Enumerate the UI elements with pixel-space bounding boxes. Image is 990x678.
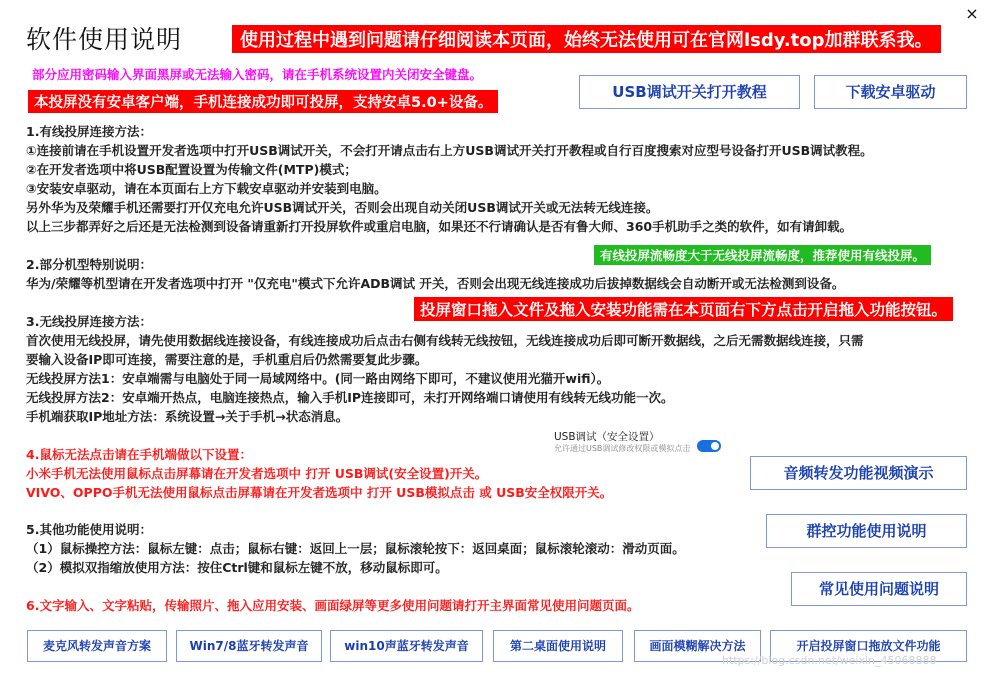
- section-wireless: [26, 312, 864, 426]
- page-title: 软件使用说明: [26, 25, 183, 54]
- section-other-features: [26, 520, 685, 577]
- header-warning: 使用过程中遇到问题请仔细阅读本页面，始终无法使用可在官网lsdy.top加群联系我。: [232, 25, 941, 53]
- usb-setting-subtitle: 允许通过USB调试修改权限或模拟点击: [554, 444, 691, 453]
- section-more-issues: 6.文字输入、文字粘贴，传输照片、拖入应用安装、画面绿屏等更多使用问题请打开主界面常见使用问题页面。: [26, 598, 640, 613]
- section-heading: 2.部分机型特别说明：: [26, 257, 152, 272]
- text-line: ②在开发者选项中将USB配置设置为传输文件(MTP)模式；: [26, 162, 357, 177]
- text-line: （1）鼠标操控方法：鼠标左键：点击；鼠标右键：返回上一层；鼠标滚轮按下：返回桌面；鼠标滚轮滚动：滑动页面。: [26, 541, 685, 556]
- download-driver-button[interactable]: 下载安卓驱动: [814, 75, 967, 109]
- text-line: 首次使用无线投屏，请先使用数据线连接设备，有线连接成功后点击右侧有线转无线按钮，无线连接成功后即可断开数据线，之后无需数据线连接，只需: [26, 333, 864, 348]
- second-desktop-button[interactable]: 第二桌面使用说明: [493, 630, 623, 662]
- win10-bluetooth-audio-button[interactable]: win10声蓝牙转发声音: [330, 630, 483, 662]
- drag-feature-note: 投屏窗口拖入文件及拖入安装功能需在本页面右下方点击开启拖入功能按钮。: [414, 297, 953, 321]
- text-line: 无线投屏方法2：安卓端开热点，电脑连接热点，输入手机IP连接即可，未打开网络端口请使用有线转无线功能一次。: [26, 390, 674, 405]
- toggle-switch-icon: [697, 440, 721, 452]
- usb-setting-title: USB调试（安全设置）: [554, 431, 660, 443]
- text-line: 小米手机无法使用鼠标点击屏幕请在开发者选项中 打开 USB调试(安全设置)开关。: [26, 466, 488, 481]
- section-heading: 3.无线投屏连接方法：: [26, 314, 152, 329]
- usb-debug-tutorial-button[interactable]: USB调试开关打开教程: [579, 75, 800, 109]
- secure-keyboard-note: 部分应用密码输入界面黑屏或无法输入密码，请在手机系统设置内关闭安全键盘。: [32, 67, 483, 82]
- text-line: 另外华为及荣耀手机还需要打开仅充电允许USB调试开关，否则会出现自动关闭USB调试开关或无法转无线连接。: [26, 200, 659, 215]
- mic-audio-button[interactable]: 麦克风转发声音方案: [27, 630, 167, 662]
- text-line: VIVO、OPPO手机无法使用鼠标点击屏幕请在开发者选项中 打开 USB模拟点击 或 USB安全权限开关。: [26, 485, 613, 500]
- section-wired: [26, 122, 873, 236]
- audio-demo-button[interactable]: 音频转发功能视频演示: [750, 456, 967, 490]
- text-line: ①连接前请在手机设置开发者选项中打开USB调试开关，不会打开请点击右上方USB调试开关打开教程或自行百度搜索对应型号设备打开USB调试教程。: [26, 143, 873, 158]
- watermark: https://blog.csdn.net/weixin_45068888: [722, 654, 937, 667]
- text-line: 手机端获取IP地址方法：系统设置→关于手机→状态消息。: [26, 409, 349, 424]
- no-client-note: 本投屏没有安卓客户端，手机连接成功即可投屏，支持安卓5.0+设备。: [28, 90, 498, 113]
- text-line: 华为/荣耀等机型请在开发者选项中打开 "仅充电"模式下允许ADB调试 开关，否则会出现无线连接成功后拔掉数据线会自动断开或无法检测到设备。: [26, 276, 845, 291]
- text-line: ③安装安卓驱动，请在本页面右上方下载安卓驱动并安装到电脑。: [26, 181, 387, 196]
- section-special-models: [26, 255, 844, 293]
- section-mouse-click: [26, 445, 612, 502]
- blurry-fix-button[interactable]: 画面模糊解决方法: [634, 630, 761, 662]
- section-heading: 1.有线投屏连接方法：: [26, 124, 152, 139]
- enable-drag-drop-button[interactable]: 开启投屏窗口拖放文件功能: [770, 630, 967, 662]
- wired-recommend-note: 有线投屏流畅度大于无线投屏流畅度，推荐使用有线投屏。: [594, 245, 931, 265]
- section-heading: 5.其他功能使用说明：: [26, 522, 152, 537]
- group-control-button[interactable]: 群控功能使用说明: [766, 514, 967, 548]
- faq-button[interactable]: 常见使用问题说明: [791, 572, 967, 606]
- text-line: （2）模拟双指缩放使用方法：按住Ctrl键和鼠标左键不放，移动鼠标即可。: [26, 560, 448, 575]
- text-line: 以上三步都弄好之后还是无法检测到设备请重新打开投屏软件或重启电脑，如果还不行请确认是否有鲁大师、360手机助手之类的软件，如有请卸载。: [26, 219, 853, 234]
- win7-bluetooth-audio-button[interactable]: Win7/8蓝牙转发声音: [176, 630, 322, 662]
- text-line: 无线投屏方法1：安卓端需与电脑处于同一局域网络中。(同一路由网络下即可，不建议使用光猫开wifi）。: [26, 371, 610, 386]
- section-heading: 4.鼠标无法点击请在手机端做以下设置：: [26, 447, 252, 462]
- close-icon[interactable]: ×: [965, 4, 979, 23]
- text-line: 要输入设备IP即可连接，需要注意的是，手机重启后仍然需要复此步骤。: [26, 352, 428, 367]
